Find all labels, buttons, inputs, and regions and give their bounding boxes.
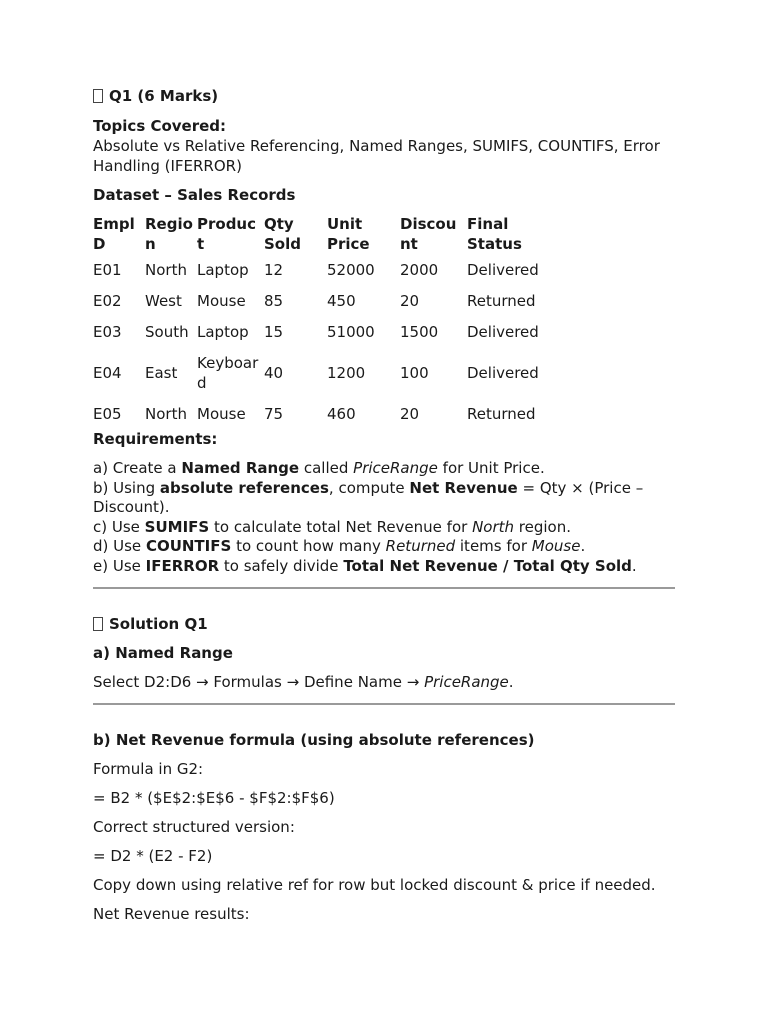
table-cell: E01	[93, 260, 122, 279]
q1-title-text: Q1 (6 Marks)	[109, 87, 219, 105]
table-row	[93, 347, 539, 398]
table-cell: North	[145, 404, 187, 423]
requirement-b: b) Using absolute references, compute Net Revenue = Qty × (Price – Discount).	[93, 478, 644, 516]
table-cell: Returned	[467, 291, 536, 310]
topics-section	[93, 116, 675, 176]
header-region: Regio n	[145, 215, 193, 253]
document-content	[93, 86, 675, 924]
table-cell: 460	[327, 404, 356, 423]
table-cell: 52000	[327, 260, 375, 279]
header-unit-price: Unit Price	[327, 215, 370, 253]
requirements-label: Requirements:	[93, 430, 218, 448]
table-cell: Keyboar d	[197, 353, 259, 392]
table-cell: East	[145, 363, 178, 382]
table-cell: E04	[93, 363, 122, 382]
header-discount: Discou nt	[400, 215, 457, 253]
requirement-d: d) Use COUNTIFS to count how many Returned items for Mouse.	[93, 537, 586, 555]
header-final-status: Final Status	[467, 215, 522, 253]
table-cell: E02	[93, 291, 122, 310]
topics-text: Absolute vs Relative Referencing, Named Ranges, SUMIFS, COUNTIFS, Error Handling (IFERROR)	[93, 137, 660, 175]
table-cell: Delivered	[467, 322, 539, 341]
table-cell: 15	[264, 322, 284, 341]
requirements-list	[93, 459, 675, 576]
table-row	[93, 316, 539, 347]
table-cell: Mouse	[197, 291, 246, 310]
requirement-a: a) Create a Named Range called PriceRange for Unit Price.	[93, 459, 545, 477]
table-header-row	[93, 214, 539, 254]
solution-title	[93, 614, 675, 634]
table-cell: 2000	[400, 260, 439, 279]
table-cell: 75	[264, 404, 284, 423]
header-qty-sold: Qty Sold	[264, 215, 301, 253]
requirement-c: c) Use SUMIFS to calculate total Net Revenue for North region.	[93, 517, 572, 536]
solution-a-text: Select D2:D6 → Formulas → Define Name → PriceRange.	[93, 673, 514, 691]
table-cell: Returned	[467, 404, 536, 423]
missing-glyph-icon	[93, 617, 103, 631]
table-cell: 85	[264, 291, 284, 310]
table-cell: 12	[264, 260, 284, 279]
copy-down-note: Copy down using relative ref for row but locked discount & price if needed.	[93, 876, 656, 894]
table-cell: Laptop	[197, 322, 249, 341]
table-cell: E03	[93, 322, 122, 341]
table-cell: Laptop	[197, 260, 249, 279]
missing-glyph-icon	[93, 89, 103, 103]
divider	[93, 587, 675, 589]
header-emplid: Empl D	[93, 215, 135, 253]
table-cell: E05	[93, 404, 122, 423]
divider	[93, 703, 675, 705]
table-cell: 1500	[400, 322, 439, 341]
table-cell: Mouse	[197, 404, 246, 423]
formula-in-label: Formula in G2:	[93, 760, 204, 778]
formula-absolute: = B2 * ($E$2:$E$6 - $F$2:$F$6)	[93, 789, 335, 807]
formula-structured: = D2 * (E2 - F2)	[93, 847, 213, 865]
solution-title-text: Solution Q1	[109, 615, 208, 633]
table-cell: 1200	[327, 363, 366, 382]
table-cell: North	[145, 260, 187, 279]
header-product: Produc t	[197, 215, 257, 253]
table-cell: Delivered	[467, 363, 539, 382]
topics-label: Topics Covered:	[93, 117, 227, 135]
table-row	[93, 254, 539, 285]
table-row	[93, 398, 539, 429]
table-cell: Delivered	[467, 260, 539, 279]
table-cell: 20	[400, 291, 420, 310]
results-label: Net Revenue results:	[93, 905, 250, 923]
table-cell: 20	[400, 404, 420, 423]
q1-title	[93, 86, 675, 106]
dataset-title: Dataset – Sales Records	[93, 186, 296, 204]
table-cell: West	[145, 291, 182, 310]
table-cell: 51000	[327, 322, 375, 341]
solution-a-heading: a) Named Range	[93, 644, 233, 662]
solution-b-heading: b) Net Revenue formula (using absolute references)	[93, 731, 535, 749]
table-cell: South	[145, 322, 189, 341]
table-row	[93, 285, 539, 316]
table-cell: 450	[327, 291, 356, 310]
table-cell: 100	[400, 363, 429, 382]
sales-records-table	[93, 214, 539, 429]
table-cell: 40	[264, 363, 284, 382]
requirement-e: e) Use IFERROR to safely divide Total Net Revenue / Total Qty Sold.	[93, 556, 637, 575]
correct-version-label: Correct structured version:	[93, 818, 295, 836]
